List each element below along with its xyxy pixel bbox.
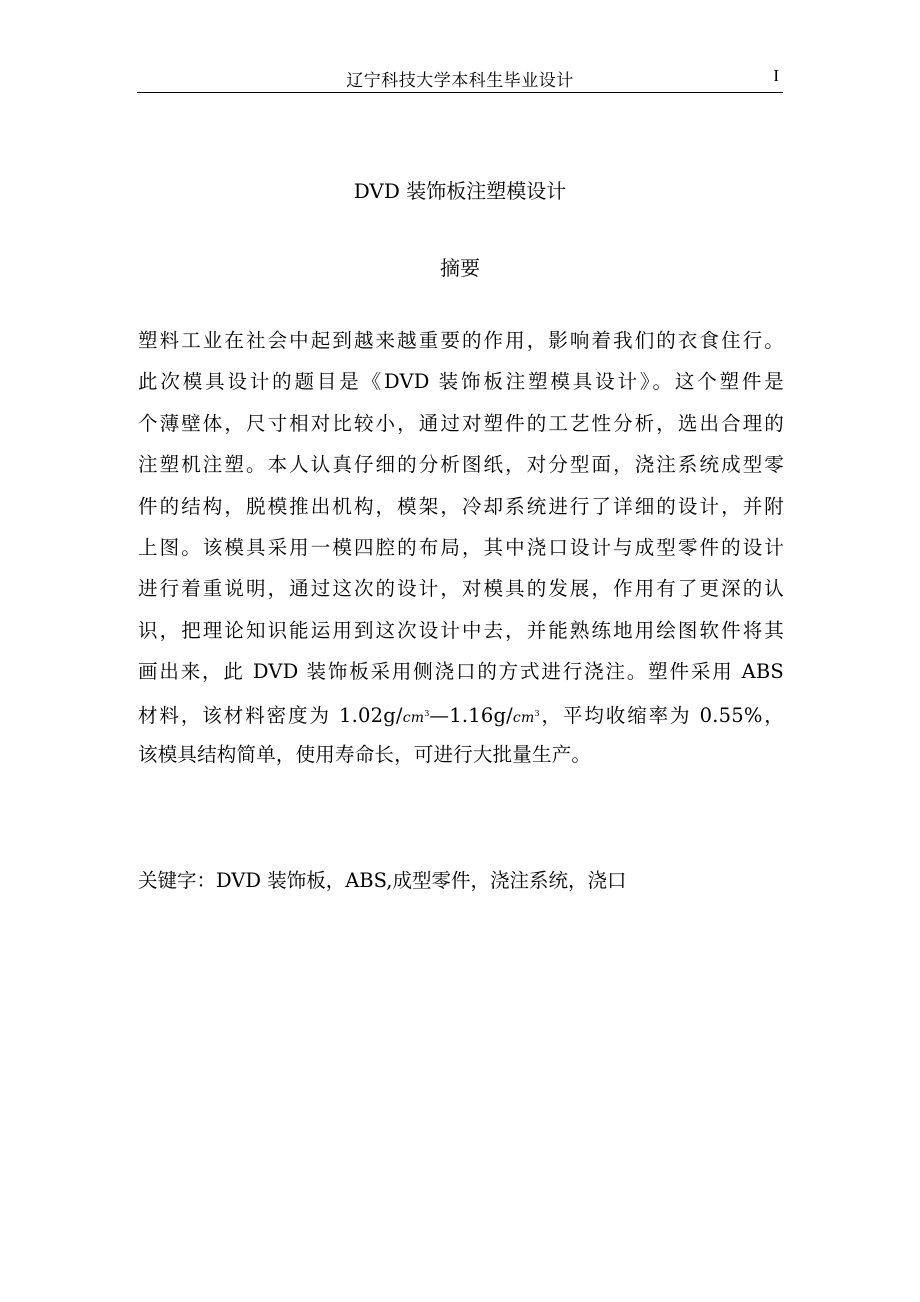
unit-exponent: 3	[534, 708, 540, 718]
document-title: DVD 装饰板注塑模设计	[353, 179, 567, 203]
unit-cm3	[513, 710, 540, 726]
abstract-line: 进行着重说明，通过这次的设计，对模具的发展，作用有了更深的认	[138, 577, 784, 601]
density-prefix: 材料，该材料密度为 1.02g/	[138, 703, 403, 727]
unit-exponent: 3	[424, 708, 430, 718]
abstract-line: 件的结构，脱模推出机构，模架，冷却系统进行了详细的设计，并附	[138, 494, 784, 518]
abstract-body	[138, 320, 784, 775]
abstract-line: 上图。该模具采用一模四腔的布局，其中浇口设计与成型零件的设计	[138, 535, 784, 559]
header-title: 辽宁科技大学本科生毕业设计	[346, 71, 574, 91]
unit-cm3	[403, 710, 430, 726]
abstract-density-line	[138, 693, 784, 734]
header-page-number: I	[773, 66, 779, 85]
density-suffix: ，平均收缩率为 0.55%，	[539, 703, 785, 727]
unit-text: cm	[512, 709, 535, 726]
abstract-line: 注塑机注塑。本人认真仔细的分析图纸，对分型面，浇注系统成型零	[138, 453, 784, 477]
abstract-line: 个薄壁体，尺寸相对比较小，通过对塑件的工艺性分析，选出合理的	[138, 411, 784, 435]
keywords: 关键字：DVD 装饰板，ABS,成型零件，浇注系统，浇口	[138, 869, 627, 892]
abstract-line: 识，把理论知识能运用到这次设计中去，并能熟练地用绘图软件将其	[138, 618, 784, 642]
abstract-line: 塑料工业在社会中起到越来越重要的作用，影响着我们的衣食住行。	[138, 329, 784, 352]
abstract-heading: 摘要	[440, 256, 480, 280]
page-header	[137, 62, 783, 93]
abstract-line: 此次模具设计的题目是《DVD 装饰板注塑模具设计》。这个塑件是	[138, 370, 784, 394]
density-middle: —1.16g/	[429, 703, 513, 727]
abstract-line: 该模具结构简单，使用寿命长，可进行大批量生产。	[138, 742, 592, 766]
abstract-line: 画出来，此 DVD 装饰板采用侧浇口的方式进行浇注。塑件采用 ABS	[138, 660, 784, 684]
unit-text: cm	[402, 709, 425, 726]
